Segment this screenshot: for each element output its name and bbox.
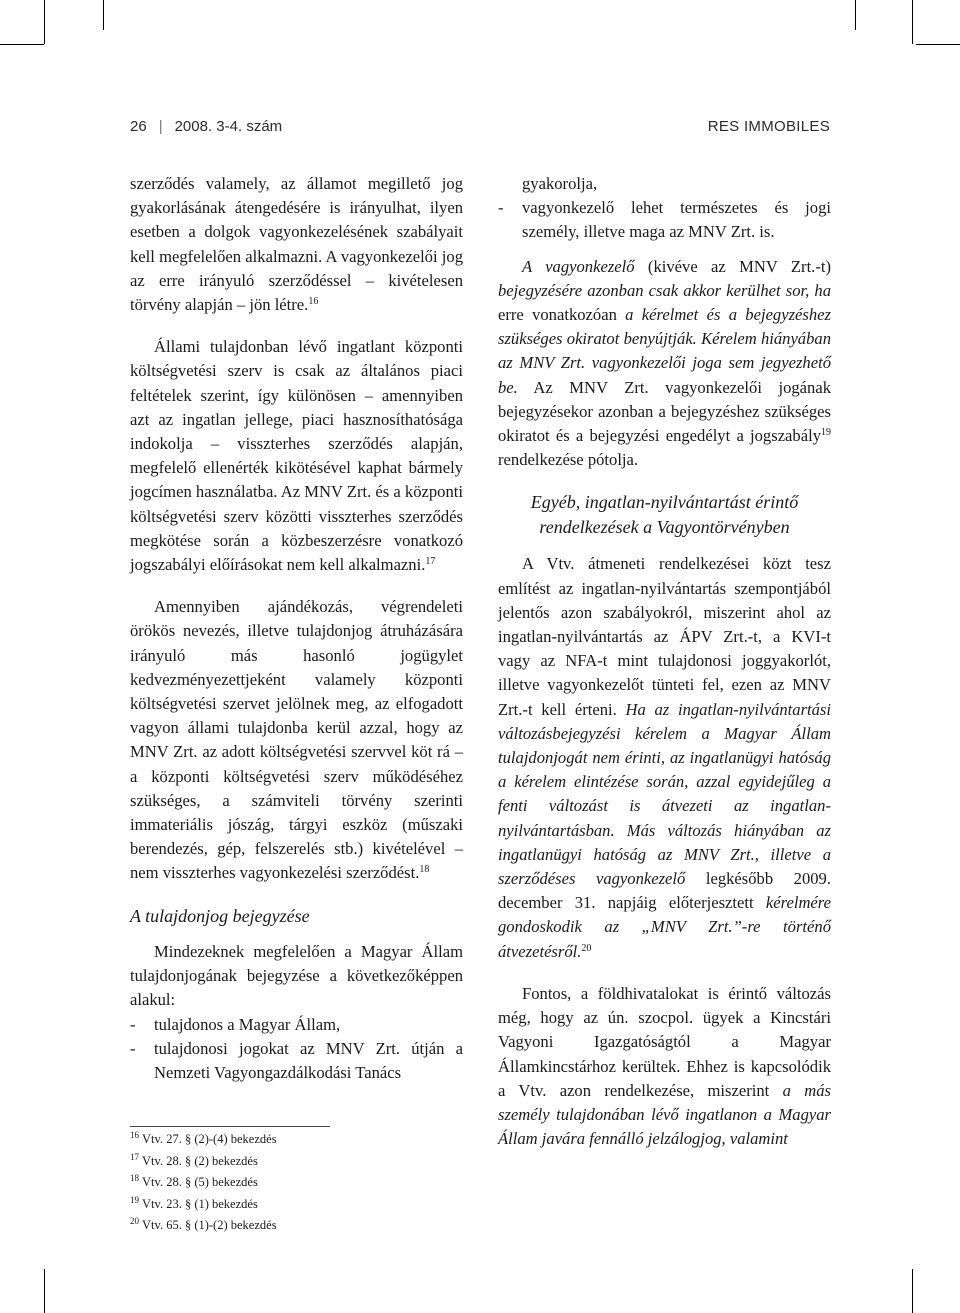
section-heading: A tulajdonjog bejegyzése xyxy=(130,905,310,926)
paragraph: Mindezeknek megfelelően a Magyar Állam tulajdonjogának bejegyzése a következőképpen alakul: xyxy=(130,941,463,1010)
paragraph: Állami tulajdonban lévő ingatlant központi költségvetési szerv is csak az általános piaci feltételek szerint, így különösen – amennyiben azt az ingatlan jellege, piaci hasznosíthatósága indokolja – visszterhes szerződés alapján, megfelelő ellenérték kikötésével kaphat bármely jogcímen használatba. Az MNV Zrt. és a központi költségvetési szerv közötti visszterhes szerződés megkötése során a közbeszerzésre vonatkozó jogszabályi előírásokat nem kell alkalmazni.$^{17}$ xyxy=(130,337,463,575)
crop-mark xyxy=(916,44,960,45)
footnote: $^{18}$ Vtv. 28. § (5) bekezdés xyxy=(130,1173,258,1189)
footnote-ref: 18 xyxy=(419,864,430,876)
list-item: - vagyonkezelő lehet természetes és jogi személy, illetve maga az MNV Zrt. is. xyxy=(498,198,831,242)
page-number: 26 xyxy=(130,118,147,135)
journal-title: RES IMMOBILES xyxy=(707,118,830,135)
paragraph: A Vtv. átmeneti rendelkezései közt tesz említést az ingatlan-nyilvántartás szempontjából jelentős azon szabályokról, miszerint ahol az ingatlan-nyilvántartás az ÁPV Zrt.-t, a KVI-t vagy az NFA-t mint tulajdonosi joggyakorlót, illetve vagyonkezelőt tünteti fel, ezen az MNV Zrt.-t kell érteni. Ha az ingatlan-nyilvántartási változásbejegyzési kérelem a Magyar Állam tulajdonjogát nem érinti, az ingatlanügyi hatóság a kérelem elintézése során, azzal egyidejűleg a fenti változást is átvezeti az ingatlan-nyilvántartásban. Más változás hiányában az ingatlanügyi hatóság az MNV Zrt., illetve a szerződéses vagyonkezelő legkésőbb 2009. december 31. napjáig előterjesztett kérelmére gondoskodik az „MNV Zrt.”-re történő átvezetésről.$^{20}$ xyxy=(498,554,832,961)
crop-mark xyxy=(44,1269,45,1313)
crop-mark xyxy=(0,44,44,45)
footnotes xyxy=(130,1126,330,1237)
footnote: $^{19}$ Vtv. 23. § (1) bekezdés xyxy=(130,1194,258,1211)
paragraph: Fontos, a földhivatalokat is érintő változás még, hogy az ún. szocpol. ügyek a Kincstári Vagyoni Igazgatóságtól a Magyar Államkincstárhoz kerültek. Ehhez is kapcsolódik a Vtv. azon rendelkezése, miszerint a más személy tulajdonában lévő ingatlanon a Magyar Állam javára fennálló jelzálogjog, valamint xyxy=(498,983,831,1149)
header-separator: | xyxy=(158,118,163,135)
footnote-ref: 20 xyxy=(581,942,592,954)
footnote: $^{17}$ Vtv. 28. § (2) bekezdés xyxy=(130,1151,258,1168)
paragraph: szerződés valamely, az államot megillető jog gyakorlásának átengedésére is irányulhat, ilyen esetben a dolgok vagyonkezelésének szabályait kell megfelelően alkalmazni. A vagyonkezelői jog az erre irányuló szerződéssel – kivételesen törvény alapján – jön létre.$^{16}$ xyxy=(130,174,463,315)
right-column xyxy=(498,172,831,1151)
crop-mark xyxy=(855,0,856,30)
section-heading: Egyéb, ingatlan-nyilvántartást érintő rendelkezések a Vagyontörvényben xyxy=(530,492,799,538)
issue-label: 2008. 3-4. szám xyxy=(174,118,283,135)
footnote: $^{20}$ Vtv. 65. § (1)-(2) bekezdés xyxy=(130,1216,277,1232)
list-item: - tulajdonosi jogokat az MNV Zrt. útján a Nemzeti Vagyongazdálkodási Tanács xyxy=(130,1038,463,1082)
footnote-rule xyxy=(130,1126,330,1127)
list-item: - tulajdonos a Magyar Állam, xyxy=(130,1014,341,1034)
footnote-ref: 19 xyxy=(821,427,831,439)
paragraph: Amennyiben ajándékozás, végrendeleti örökös nevezés, illetve tulajdonjog átruházására irányuló más hasonló jogügylet kedvezményezettjeként valamely központi költségvetési szervet jelölnek meg, az elfogadott vagyon állami tulajdonba kerül azzal, hogy az MNV Zrt. az adott költségvetési szervvel köt rá – a központi költségvetési szerv működéséhez szükséges, a számviteli törvény szerinti immateriális jószág, tárgyi eszköz (műszaki berendezés, gép, felszerelés stb.) kivételével – nem visszterhes vagyonkezelési szerződést.$^{18}$ xyxy=(130,597,463,883)
paragraph: A vagyonkezelő (kivéve az MNV Zrt.-t) bejegyzésére azonban csak akkor kerülhet sor, ha erre vonatkozóan a kérelmet és a bejegyzéshez szükséges okiratot benyújtják. Kérelem hiányában az MNV Zrt. vagyonkezelői joga sem jegyezhető be. Az MNV Zrt. vagyonkezelői jogának bejegyzésekor azonban a bejegyzéshez szükséges okiratot és a bejegyzési engedélyt a jogszabály$^{19}$ rendelkezése pótolja. xyxy=(498,256,831,470)
footnote-ref: 16 xyxy=(308,296,319,308)
crop-mark xyxy=(103,0,104,30)
running-header xyxy=(130,118,830,140)
paragraph: gyakorolja, xyxy=(522,174,598,193)
crop-mark xyxy=(44,0,45,44)
crop-mark xyxy=(912,1269,913,1313)
crop-mark xyxy=(912,0,913,44)
footnote-ref: 17 xyxy=(425,556,436,568)
footnote: $^{16}$ Vtv. 27. § (2)-(4) bekezdés xyxy=(130,1130,277,1146)
left-column xyxy=(130,172,463,1085)
